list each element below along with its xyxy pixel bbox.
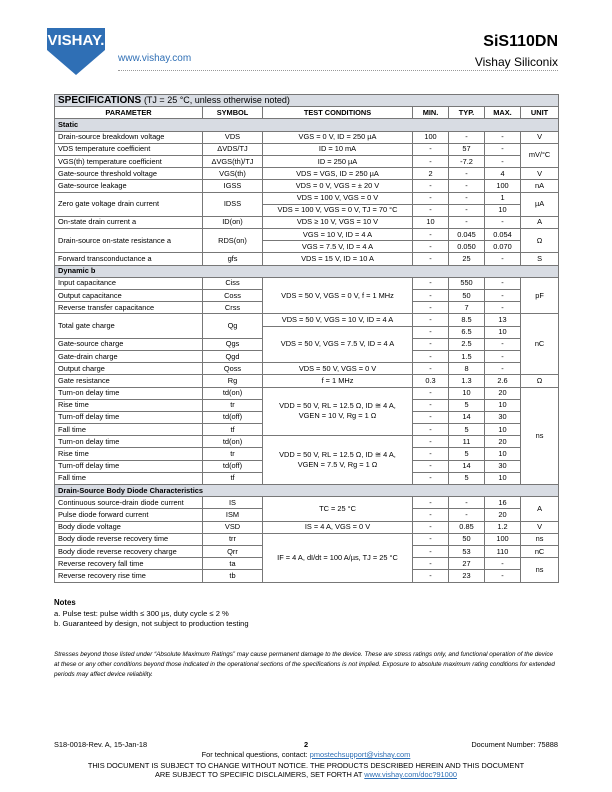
unit-cell: S <box>521 253 559 265</box>
max-cell: 0.054 <box>485 229 521 241</box>
param-cell: On-state drain current a <box>55 216 203 228</box>
dynamic-rows <box>55 277 559 484</box>
table-row <box>55 180 559 192</box>
param-cell: Gate-source leakage <box>55 180 203 192</box>
symbol-cell: IDSS <box>203 192 263 216</box>
param-cell: Continuous source-drain diode current <box>55 497 203 509</box>
min-cell: - <box>413 326 449 338</box>
condition-cell: VDS = VGS, ID = 250 µA <box>263 168 413 180</box>
condition-cell: VDS = 50 V, VGS = 0 V, f = 1 MHz <box>263 277 413 314</box>
symbol-cell: IGSS <box>203 180 263 192</box>
unit-cell: A <box>521 497 559 521</box>
support-email-link[interactable]: pmostechsupport@vishay.com <box>309 750 411 759</box>
max-cell: - <box>485 363 521 375</box>
unit-cell: A <box>521 216 559 228</box>
typ-cell: 550 <box>449 277 485 289</box>
param-cell: Output charge <box>55 363 203 375</box>
min-cell: - <box>413 241 449 253</box>
max-cell: 10 <box>485 326 521 338</box>
min-cell: - <box>413 314 449 326</box>
col-symbol: SYMBOL <box>203 107 263 119</box>
unit-cell: V <box>521 521 559 533</box>
max-cell: 100 <box>485 180 521 192</box>
typ-cell: 14 <box>449 411 485 423</box>
table-row <box>55 155 559 167</box>
min-cell: - <box>413 558 449 570</box>
max-cell: - <box>485 290 521 302</box>
param-cell: Total gate charge <box>55 314 203 338</box>
typ-cell: 5 <box>449 424 485 436</box>
part-number: SiS110DN <box>483 33 558 50</box>
table-row <box>55 363 559 375</box>
max-cell: - <box>485 570 521 582</box>
param-cell: Reverse recovery fall time <box>55 558 203 570</box>
unit-cell: V <box>521 168 559 180</box>
spec-conditions: (TJ = 25 °C, unless otherwise noted) <box>143 95 290 106</box>
symbol-cell: tr <box>203 399 263 411</box>
min-cell: - <box>413 277 449 289</box>
min-cell: - <box>413 460 449 472</box>
max-cell: 13 <box>485 314 521 326</box>
condition-line: VGEN = 7.5 V, Rg = 1 Ω <box>297 460 378 470</box>
param-cell: Rise time <box>55 448 203 460</box>
section-diode: Drain-Source Body Diode Characteristics <box>55 485 559 497</box>
param-cell: VDS temperature coefficient <box>55 143 203 155</box>
table-row <box>55 229 559 241</box>
symbol-cell: gfs <box>203 253 263 265</box>
table-row <box>55 143 559 155</box>
note-b: b. Guaranteed by design, not subject to production testing <box>54 619 249 628</box>
symbol-cell: Qoss <box>203 363 263 375</box>
min-cell: - <box>413 204 449 216</box>
max-cell: 30 <box>485 460 521 472</box>
max-cell: - <box>485 143 521 155</box>
typ-cell: 5 <box>449 448 485 460</box>
specifications-table <box>54 94 559 583</box>
min-cell: 2 <box>413 168 449 180</box>
param-cell: Zero gate voltage drain current <box>55 192 203 216</box>
spec-banner <box>55 95 559 107</box>
condition-cell: VDS = 15 V, ID = 10 A <box>263 253 413 265</box>
symbol-cell: IS <box>203 497 263 509</box>
min-cell: - <box>413 229 449 241</box>
typ-cell: - <box>449 204 485 216</box>
max-cell: 2.6 <box>485 375 521 387</box>
param-cell: Gate resistance <box>55 375 203 387</box>
disclaimer-line-1: THIS DOCUMENT IS SUBJECT TO CHANGE WITHOUT NOTICE. THE PRODUCTS DESCRIBED HEREIN AND THIS DOCUMENT <box>87 761 525 770</box>
max-cell: - <box>485 277 521 289</box>
symbol-cell: VDS <box>203 131 263 143</box>
param-cell: Forward transconductance a <box>55 253 203 265</box>
table-row <box>55 521 559 533</box>
max-cell: 30 <box>485 411 521 423</box>
max-cell: - <box>485 558 521 570</box>
typ-cell: - <box>449 192 485 204</box>
typ-cell: 8.5 <box>449 314 485 326</box>
min-cell: - <box>413 350 449 362</box>
param-cell: Reverse transfer capacitance <box>55 302 203 314</box>
diode-rows <box>55 497 559 582</box>
condition-cell: VDS = 50 V, VGS = 7.5 V, ID = 4 A <box>263 326 413 363</box>
min-cell: - <box>413 533 449 545</box>
symbol-cell: ISM <box>203 509 263 521</box>
typ-cell: 25 <box>449 253 485 265</box>
website-link[interactable]: www.vishay.com <box>118 53 192 64</box>
param-cell: Input capacitance <box>55 277 203 289</box>
condition-cell <box>263 387 413 436</box>
min-cell: - <box>413 399 449 411</box>
param-cell: Fall time <box>55 424 203 436</box>
table-row <box>55 253 559 265</box>
typ-cell: 0.85 <box>449 521 485 533</box>
min-cell: - <box>413 424 449 436</box>
symbol-cell: ΔVDS/TJ <box>203 143 263 155</box>
spec-title: SPECIFICATIONS <box>58 95 142 107</box>
col-unit: UNIT <box>521 107 559 119</box>
condition-cell: TC = 25 °C <box>263 497 413 521</box>
typ-cell: - <box>449 131 485 143</box>
max-cell: 100 <box>485 533 521 545</box>
table-row <box>55 277 559 289</box>
symbol-cell: Qg <box>203 314 263 338</box>
min-cell: - <box>413 302 449 314</box>
table-row <box>55 192 559 204</box>
typ-cell: 23 <box>449 570 485 582</box>
table-row <box>55 387 559 399</box>
symbol-cell: VGS(th) <box>203 168 263 180</box>
disclaimer-link[interactable]: www.vishay.com/doc?91000 <box>364 770 457 779</box>
condition-cell: VDS = 100 V, VGS = 0 V, TJ = 70 °C <box>263 204 413 216</box>
min-cell: - <box>413 497 449 509</box>
param-cell: Body diode reverse recovery time <box>55 533 203 545</box>
param-cell: VGS(th) temperature coefficient <box>55 155 203 167</box>
param-cell: Turn-off delay time <box>55 460 203 472</box>
typ-cell: - <box>449 509 485 521</box>
param-cell: Turn-on delay time <box>55 436 203 448</box>
condition-cell: ID = 250 µA <box>263 155 413 167</box>
table-row <box>55 436 559 448</box>
max-cell: 20 <box>485 509 521 521</box>
min-cell: - <box>413 570 449 582</box>
typ-cell: 6.5 <box>449 326 485 338</box>
param-cell: Reverse recovery rise time <box>55 570 203 582</box>
typ-cell: -7.2 <box>449 155 485 167</box>
table-row <box>55 497 559 509</box>
min-cell: - <box>413 545 449 557</box>
typ-cell: 14 <box>449 460 485 472</box>
param-cell: Gate-source threshold voltage <box>55 168 203 180</box>
logo-text: VISHAY. <box>47 32 105 49</box>
symbol-cell: ID(on) <box>203 216 263 228</box>
typ-cell: 0.050 <box>449 241 485 253</box>
max-cell: 10 <box>485 448 521 460</box>
unit-cell: Ω <box>521 375 559 387</box>
symbol-cell: VSD <box>203 521 263 533</box>
col-test-conditions: TEST CONDITIONS <box>263 107 413 119</box>
unit-cell: µA <box>521 192 559 216</box>
condition-cell: IS = 4 A, VGS = 0 V <box>263 521 413 533</box>
max-cell: 110 <box>485 545 521 557</box>
typ-cell: 53 <box>449 545 485 557</box>
table-row <box>55 216 559 228</box>
min-cell: - <box>413 436 449 448</box>
symbol-cell: td(on) <box>203 436 263 448</box>
max-cell: - <box>485 216 521 228</box>
min-cell: - <box>413 192 449 204</box>
page-number: 2 <box>303 740 309 749</box>
min-cell: - <box>413 363 449 375</box>
header-divider <box>118 70 558 71</box>
symbol-cell: td(off) <box>203 411 263 423</box>
max-cell: 0.070 <box>485 241 521 253</box>
symbol-cell: Ciss <box>203 277 263 289</box>
typ-cell: 1.3 <box>449 375 485 387</box>
condition-cell: VGS = 0 V, ID = 250 µA <box>263 131 413 143</box>
condition-line: VDD = 50 V, RL = 12.5 Ω, ID ≅ 4 A, <box>279 401 396 411</box>
condition-line: VDD = 50 V, RL = 12.5 Ω, ID ≅ 4 A, <box>279 450 396 460</box>
static-rows <box>55 131 559 265</box>
max-cell: 20 <box>485 436 521 448</box>
unit-cell: nC <box>521 314 559 375</box>
condition-cell: VDS ≥ 10 V, VGS = 10 V <box>263 216 413 228</box>
min-cell: - <box>413 338 449 350</box>
max-cell: - <box>485 131 521 143</box>
typ-cell: 8 <box>449 363 485 375</box>
condition-line: VGEN = 10 V, Rg = 1 Ω <box>298 411 377 421</box>
max-cell: 1.2 <box>485 521 521 533</box>
max-cell: 1 <box>485 192 521 204</box>
typ-cell: 2.5 <box>449 338 485 350</box>
symbol-cell: tf <box>203 472 263 484</box>
condition-cell: VDS = 100 V, VGS = 0 V <box>263 192 413 204</box>
param-cell: Body diode reverse recovery charge <box>55 545 203 557</box>
max-cell: - <box>485 302 521 314</box>
condition-cell: f = 1 MHz <box>263 375 413 387</box>
unit-cell: V <box>521 131 559 143</box>
symbol-cell: Rg <box>203 375 263 387</box>
param-cell: Drain-source on-state resistance a <box>55 229 203 253</box>
unit-cell: nC <box>521 545 559 557</box>
max-cell: 10 <box>485 399 521 411</box>
symbol-cell: Coss <box>203 290 263 302</box>
section-dynamic: Dynamic b <box>55 265 559 277</box>
max-cell: 4 <box>485 168 521 180</box>
typ-cell: 50 <box>449 533 485 545</box>
min-cell: - <box>413 180 449 192</box>
symbol-cell: ta <box>203 558 263 570</box>
typ-cell: 11 <box>449 436 485 448</box>
max-cell: 10 <box>485 472 521 484</box>
max-cell: - <box>485 253 521 265</box>
max-cell: 10 <box>485 204 521 216</box>
table-row <box>55 533 559 545</box>
symbol-cell: ΔVGS(th)/TJ <box>203 155 263 167</box>
technical-questions: For technical questions, contact: pmostechsupport@vishay.com <box>201 750 411 759</box>
max-cell: - <box>485 350 521 362</box>
typ-cell: - <box>449 168 485 180</box>
symbol-cell: Qgd <box>203 350 263 362</box>
param-cell: Rise time <box>55 399 203 411</box>
condition-cell <box>263 436 413 485</box>
typ-cell: 57 <box>449 143 485 155</box>
document-number: Document Number: 75888 <box>471 740 558 749</box>
revision: S18-0018-Rev. A, 15-Jan-18 <box>54 740 148 749</box>
typ-cell: - <box>449 180 485 192</box>
min-cell: 0.3 <box>413 375 449 387</box>
stress-disclaimer: Stresses beyond those listed under “Absolute Maximum Ratings” may cause permanent damage to the device. These are stress ratings only, and functional operation of the device at these or any other conditions beyond those indicated in the operational sections of the specifications is not implied. Exposure to absolute maximum rating conditions for extended periods may affect device reliability. <box>54 651 555 678</box>
max-cell: 10 <box>485 424 521 436</box>
typ-cell: - <box>449 497 485 509</box>
symbol-cell: Qrr <box>203 545 263 557</box>
min-cell: - <box>413 472 449 484</box>
col-parameter: PARAMETER <box>55 107 203 119</box>
min-cell: - <box>413 290 449 302</box>
symbol-cell: td(on) <box>203 387 263 399</box>
typ-cell: 5 <box>449 472 485 484</box>
symbol-cell: td(off) <box>203 460 263 472</box>
param-cell: Fall time <box>55 472 203 484</box>
table-row <box>55 375 559 387</box>
notes <box>54 598 249 630</box>
condition-cell: VDS = 50 V, VGS = 10 V, ID = 4 A <box>263 314 413 326</box>
table-row <box>55 314 559 326</box>
condition-cell: VGS = 10 V, ID = 4 A <box>263 229 413 241</box>
typ-cell: 0.045 <box>449 229 485 241</box>
unit-cell: ns <box>521 533 559 545</box>
typ-cell: 50 <box>449 290 485 302</box>
section-static: Static <box>55 119 559 131</box>
max-cell: 16 <box>485 497 521 509</box>
condition-cell: IF = 4 A, dI/dt = 100 A/µs, TJ = 25 °C <box>263 533 413 582</box>
unit-cell: ns <box>521 387 559 485</box>
param-cell: Gate-source charge <box>55 338 203 350</box>
col-min: MIN. <box>413 107 449 119</box>
typ-cell: 27 <box>449 558 485 570</box>
symbol-cell: RDS(on) <box>203 229 263 253</box>
symbol-cell: Qgs <box>203 338 263 350</box>
table-row <box>55 168 559 180</box>
min-cell: - <box>413 411 449 423</box>
typ-cell: 7 <box>449 302 485 314</box>
col-max: MAX. <box>485 107 521 119</box>
condition-cell: VDS = 50 V, VGS = 0 V <box>263 363 413 375</box>
symbol-cell: tb <box>203 570 263 582</box>
typ-cell: 1.5 <box>449 350 485 362</box>
min-cell: - <box>413 448 449 460</box>
vishay-logo[interactable] <box>47 28 105 76</box>
max-cell: 20 <box>485 387 521 399</box>
company-name: Vishay Siliconix <box>474 55 558 69</box>
param-cell: Turn-on delay time <box>55 387 203 399</box>
col-typ: TYP. <box>449 107 485 119</box>
min-cell: - <box>413 521 449 533</box>
unit-cell: Ω <box>521 229 559 253</box>
max-cell: - <box>485 338 521 350</box>
param-cell: Turn-off delay time <box>55 411 203 423</box>
symbol-cell: trr <box>203 533 263 545</box>
param-cell: Output capacitance <box>55 290 203 302</box>
typ-cell: 5 <box>449 399 485 411</box>
min-cell: 10 <box>413 216 449 228</box>
note-a: a. Pulse test: pulse width ≤ 300 µs, duty cycle ≤ 2 % <box>54 608 229 618</box>
min-cell: - <box>413 143 449 155</box>
symbol-cell: tr <box>203 448 263 460</box>
unit-cell: nA <box>521 180 559 192</box>
min-cell: 100 <box>413 131 449 143</box>
unit-cell: mV/°C <box>521 143 559 167</box>
max-cell: - <box>485 155 521 167</box>
column-headers <box>55 107 559 119</box>
table-row <box>55 131 559 143</box>
unit-cell: ns <box>521 558 559 582</box>
param-cell: Drain-source breakdown voltage <box>55 131 203 143</box>
typ-cell: 10 <box>449 387 485 399</box>
condition-cell: VGS = 7.5 V, ID = 4 A <box>263 241 413 253</box>
condition-cell: ID = 10 mA <box>263 143 413 155</box>
min-cell: - <box>413 155 449 167</box>
notes-title: Notes <box>54 598 76 607</box>
disclaimer-line-2: ARE SUBJECT TO SPECIFIC DISCLAIMERS, SET FORTH AT www.vishay.com/doc?91000 <box>154 770 457 779</box>
param-cell: Pulse diode forward current <box>55 509 203 521</box>
condition-cell: VDS = 0 V, VGS = ± 20 V <box>263 180 413 192</box>
min-cell: - <box>413 509 449 521</box>
min-cell: - <box>413 387 449 399</box>
typ-cell: - <box>449 216 485 228</box>
param-cell: Body diode voltage <box>55 521 203 533</box>
symbol-cell: Crss <box>203 302 263 314</box>
min-cell: - <box>413 253 449 265</box>
unit-cell: pF <box>521 277 559 314</box>
symbol-cell: tf <box>203 424 263 436</box>
param-cell: Gate-drain charge <box>55 350 203 362</box>
